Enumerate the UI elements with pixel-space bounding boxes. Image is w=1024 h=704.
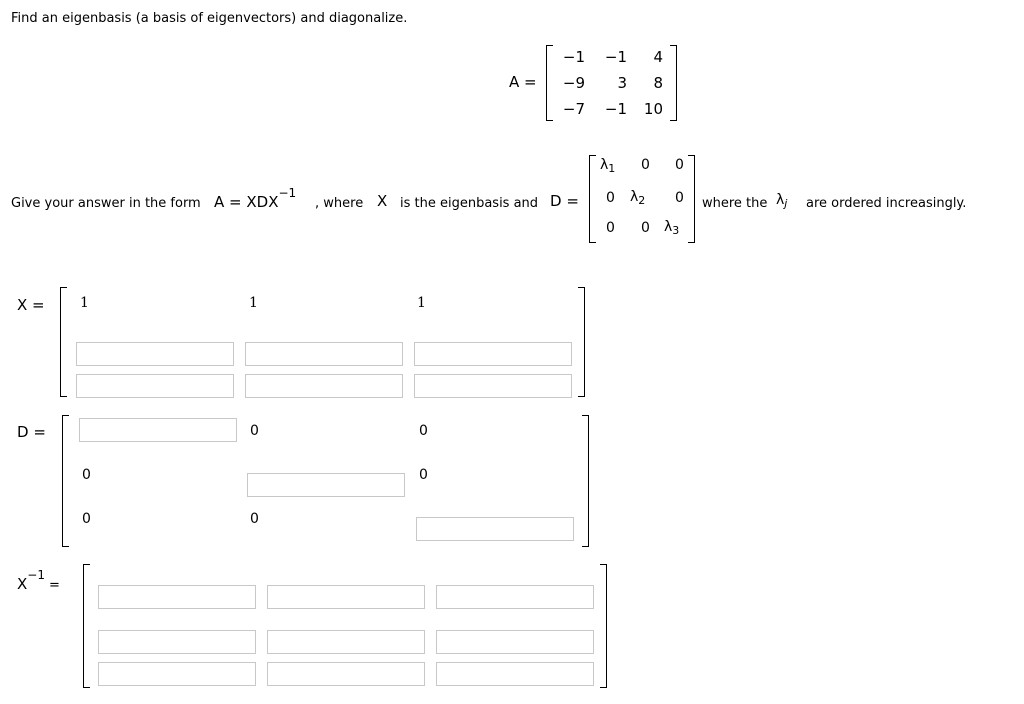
lambda-2-subscript: 2: [638, 194, 646, 207]
xinv-matrix-right-bracket: [600, 564, 607, 688]
x-input-r3c1[interactable]: [76, 374, 234, 398]
matrix-a-cell: −9: [562, 74, 585, 92]
lambda-1-symbol: λ: [600, 157, 609, 173]
xinv-input-r1c1[interactable]: [98, 585, 256, 609]
x-answer-label: X =: [17, 296, 45, 314]
matrix-a-cell: 3: [617, 74, 627, 92]
lambda-j: [776, 192, 787, 210]
lambda-matrix-zero: 0: [606, 220, 615, 236]
d-input-r2c2[interactable]: [247, 473, 405, 497]
xinv-input-r3c1[interactable]: [98, 662, 256, 686]
x-fixed-entry: 1: [80, 295, 89, 311]
lambda-3: [664, 219, 679, 237]
xinv-answer-label: [17, 568, 60, 593]
lambda-matrix-zero: 0: [641, 157, 650, 173]
lambda-matrix-left-bracket: [589, 155, 596, 243]
x-input-r3c3[interactable]: [414, 374, 572, 398]
d-zero-entry: 0: [82, 467, 91, 483]
d-matrix-right-bracket: [582, 415, 589, 547]
lambda-2: [630, 189, 645, 207]
d-zero-entry: 0: [250, 423, 259, 439]
ordered-text: are ordered increasingly.: [806, 196, 967, 211]
eigenbasis-text: is the eigenbasis and: [400, 196, 539, 211]
xinv-label-eq: =: [48, 578, 60, 593]
lambda-matrix-zero: 0: [606, 190, 615, 206]
instruction-text: Find an eigenbasis (a basis of eigenvectors) and diagonalize.: [11, 11, 408, 26]
xinv-input-r3c3[interactable]: [436, 662, 594, 686]
x-matrix-right-bracket: [578, 287, 585, 397]
x-input-r2c2[interactable]: [245, 342, 403, 366]
x-input-r3c2[interactable]: [245, 374, 403, 398]
xinv-label-exponent: −1: [27, 568, 45, 582]
d-input-r3c3[interactable]: [416, 517, 574, 541]
matrix-a-left-bracket: [546, 45, 553, 121]
lambda-3-symbol: λ: [664, 219, 673, 235]
form-expression: [214, 186, 297, 211]
lambda-matrix-right-bracket: [688, 155, 695, 243]
xinv-matrix-left-bracket: [83, 564, 90, 688]
matrix-a-cell: −1: [562, 48, 585, 66]
x-input-r2c1[interactable]: [76, 342, 234, 366]
x-fixed-entry: 1: [417, 295, 426, 311]
lambda-matrix-zero: 0: [641, 220, 650, 236]
lambda-matrix-zero: 0: [675, 190, 684, 206]
lambda-matrix-zero: 0: [675, 157, 684, 173]
d-answer-label: D =: [17, 423, 46, 441]
where-text: , where: [315, 196, 364, 211]
d-zero-entry: 0: [419, 467, 428, 483]
lambda-2-symbol: λ: [630, 189, 639, 205]
matrix-a-right-bracket: [670, 45, 677, 121]
xinv-input-r1c3[interactable]: [436, 585, 594, 609]
lambda-j-symbol: λ: [776, 192, 785, 208]
x-input-r2c3[interactable]: [414, 342, 572, 366]
where-the-text: where the: [702, 196, 768, 211]
matrix-a-cell: −7: [562, 100, 585, 118]
d-zero-entry: 0: [419, 423, 428, 439]
d-input-r1c1[interactable]: [79, 418, 237, 442]
x-matrix-left-bracket: [60, 287, 67, 397]
xinv-input-r2c2[interactable]: [267, 630, 425, 654]
matrix-a-cell: 4: [653, 48, 663, 66]
xinv-input-r3c2[interactable]: [267, 662, 425, 686]
xinv-input-r2c3[interactable]: [436, 630, 594, 654]
d-matrix-left-bracket: [62, 415, 69, 547]
matrix-a-cell: 10: [643, 100, 663, 118]
d-matrix-label: D =: [550, 192, 579, 210]
x-fixed-entry: 1: [249, 295, 258, 311]
form-exponent: −1: [278, 186, 297, 200]
matrix-a-cell: −1: [604, 48, 627, 66]
lambda-1-subscript: 1: [608, 162, 616, 175]
matrix-a-cell: 8: [653, 74, 663, 92]
form-expression-text: A = XDX: [214, 193, 279, 211]
xinv-input-r2c1[interactable]: [98, 630, 256, 654]
d-zero-entry: 0: [250, 511, 259, 527]
xinv-label-x: X: [17, 575, 28, 593]
lambda-1: [600, 157, 615, 175]
d-zero-entry: 0: [82, 511, 91, 527]
lambda-3-subscript: 3: [672, 224, 680, 237]
give-answer-text: Give your answer in the form: [11, 196, 201, 211]
matrix-a-cell: −1: [604, 100, 627, 118]
lambda-j-subscript: j: [784, 197, 788, 210]
xinv-input-r1c2[interactable]: [267, 585, 425, 609]
matrix-a-label: A =: [509, 73, 537, 91]
x-symbol: X: [377, 192, 388, 210]
